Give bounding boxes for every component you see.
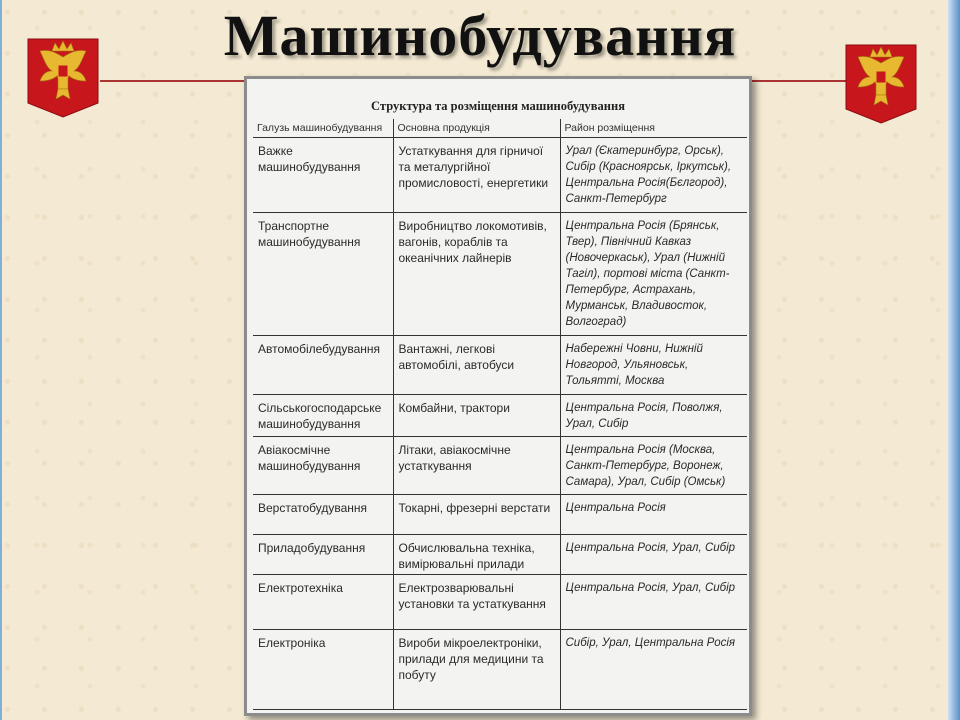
table-row — [253, 495, 747, 535]
russian-coat-of-arms-icon — [844, 43, 918, 125]
products-cell: Літаки, авіакосмічне устаткування — [393, 437, 560, 495]
branch-cell: Транспортне машинобудування — [253, 213, 393, 336]
products-cell: Токарні, фрезерні верстати — [393, 495, 560, 535]
table-header-row — [253, 119, 747, 138]
right-frame-border — [948, 0, 960, 720]
products-cell: Устаткування для гірничої та металургійної промисловості, енергетики — [393, 138, 560, 213]
scanned-table-image — [244, 76, 752, 716]
russian-coat-of-arms-icon — [26, 37, 100, 119]
regions-cell: Центральна Росія — [560, 495, 747, 535]
regions-cell: Центральна Росія, Урал, Сибір — [560, 535, 747, 575]
machine-building-table — [253, 119, 747, 710]
regions-cell: Набережні Човни, Нижній Новгород, Ульяновськ, Тольятті, Москва — [560, 336, 747, 395]
table-row — [253, 535, 747, 575]
products-cell: Вантажні, легкові автомобілі, автобуси — [393, 336, 560, 395]
regions-cell: Центральна Росія (Москва, Санкт-Петербург, Воронеж, Самара), Урал, Сибір (Омськ) — [560, 437, 747, 495]
branch-cell: Автомобілебудування — [253, 336, 393, 395]
products-cell: Вироби мікроелектроніки, прилади для медицини та побуту — [393, 630, 560, 710]
regions-cell: Урал (Єкатеринбург, Орськ), Сибір (Красноярськ, Іркутськ), Центральна Росія(Бєлгород), Санкт-Петербург — [560, 138, 747, 213]
table-row — [253, 575, 747, 630]
products-cell: Обчислювальна техніка, вимірювальні прилади — [393, 535, 560, 575]
column-header-branch: Галузь машинобудування — [253, 119, 393, 138]
branch-cell: Сільськогосподарське машинобудування — [253, 395, 393, 437]
branch-cell: Авіакосмічне машинобудування — [253, 437, 393, 495]
branch-cell: Приладобудування — [253, 535, 393, 575]
regions-cell: Сибір, Урал, Центральна Росія — [560, 630, 747, 710]
products-cell: Електрозварювальні установки та устаткування — [393, 575, 560, 630]
regions-cell: Центральна Росія, Урал, Сибір — [560, 575, 747, 630]
slide-title: Машинобудування — [223, 3, 737, 68]
left-frame-border — [0, 0, 2, 720]
table-caption: Структура та розміщення машинобудування — [371, 99, 625, 113]
table-row — [253, 395, 747, 437]
products-cell: Комбайни, трактори — [393, 395, 560, 437]
table-row — [253, 213, 747, 336]
branch-cell: Важке машинобудування — [253, 138, 393, 213]
table-row — [253, 437, 747, 495]
branch-cell: Верстатобудування — [253, 495, 393, 535]
branch-cell: Електротехніка — [253, 575, 393, 630]
table-row — [253, 630, 747, 710]
branch-cell: Електроніка — [253, 630, 393, 710]
regions-cell: Центральна Росія (Брянськ, Твер), Північний Кавказ (Новочеркаськ), Урал (Нижній Тагіл), портові міста (Санкт-Петербург, Астрахань, Мурманськ, Владивосток, Волгоград) — [560, 213, 747, 336]
column-header-regions: Район розміщення — [560, 119, 747, 138]
column-header-products: Основна продукція — [393, 119, 560, 138]
table-row — [253, 138, 747, 213]
products-cell: Виробництво локомотивів, вагонів, кораблів та океанічних лайнерів — [393, 213, 560, 336]
table-row — [253, 336, 747, 395]
regions-cell: Центральна Росія, Поволжя, Урал, Сибір — [560, 395, 747, 437]
